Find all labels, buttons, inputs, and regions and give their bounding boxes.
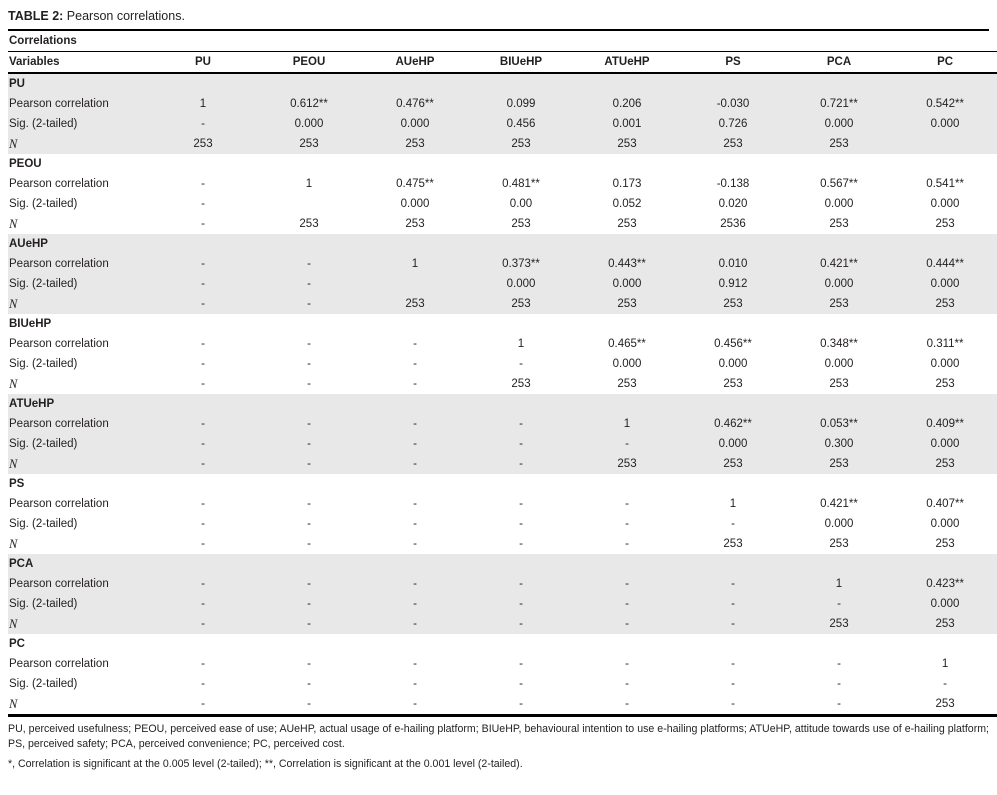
cell-atuehp-n-pc: 253 <box>935 458 955 470</box>
atuehp-n-row-label: N <box>9 456 18 471</box>
cell-pc-sig-ps: - <box>731 678 735 690</box>
cell-auehp-n-pc: 253 <box>935 298 955 310</box>
cell-auehp-sig-biuehp: 0.000 <box>506 278 536 290</box>
cell-pca-n-pu: - <box>201 618 205 630</box>
cell-auehp-pearson-biuehp: 0.373** <box>502 258 540 270</box>
peou-sig-row <box>8 194 997 214</box>
cell-atuehp-pearson-pu: - <box>201 418 205 430</box>
cell-peou-pearson-auehp: 0.475** <box>396 178 434 190</box>
atuehp-pearson-row-label: Pearson correlation <box>9 418 109 430</box>
cell-biuehp-n-auehp: - <box>413 378 417 390</box>
cell-atuehp-n-ps: 253 <box>723 458 743 470</box>
cell-atuehp-sig-biuehp: - <box>519 438 523 450</box>
cell-ps-sig-atuehp: - <box>625 518 629 530</box>
cell-pca-pearson-ps: - <box>731 578 735 590</box>
column-header-variables: Variables <box>8 52 150 74</box>
column-header-row <box>8 52 997 74</box>
column-header-pu: PU <box>150 52 256 74</box>
auehp-n-row <box>8 294 997 314</box>
cell-peou-n-pu: - <box>201 218 205 230</box>
section-name-atuehp: ATUeHP <box>9 398 55 410</box>
cell-pu-pearson-peou: 0.612** <box>290 98 328 110</box>
cell-peou-pearson-ps: -0.138 <box>716 178 750 190</box>
cell-peou-n-auehp: 253 <box>405 218 425 230</box>
cell-atuehp-sig-pc: 0.000 <box>930 438 960 450</box>
cell-atuehp-n-pca: 253 <box>829 458 849 470</box>
pca-sig-row-label: Sig. (2-tailed) <box>9 598 78 610</box>
pu-n-row <box>8 134 997 154</box>
cell-pu-n-atuehp: 253 <box>617 138 637 150</box>
cell-biuehp-n-pu: - <box>201 378 205 390</box>
ps-pearson-row <box>8 494 997 514</box>
table-title <box>8 7 989 31</box>
cell-peou-pearson-atuehp: 0.173 <box>612 178 642 190</box>
cell-pca-pearson-atuehp: - <box>625 578 629 590</box>
cell-ps-pearson-pc: 0.407** <box>926 498 964 510</box>
cell-pca-pearson-biuehp: - <box>519 578 523 590</box>
cell-ps-pearson-auehp: - <box>413 498 417 510</box>
column-header-pc: PC <box>892 52 997 74</box>
auehp-pearson-row <box>8 254 997 274</box>
cell-pca-pearson-peou: - <box>307 578 311 590</box>
cell-auehp-n-pu: - <box>201 298 205 310</box>
cell-auehp-pearson-ps: 0.010 <box>718 258 748 270</box>
auehp-sig-row-label: Sig. (2-tailed) <box>9 278 78 290</box>
cell-pu-pearson-pca: 0.721** <box>820 98 858 110</box>
biuehp-sig-row-label: Sig. (2-tailed) <box>9 358 78 370</box>
pca-sig-row <box>8 594 997 614</box>
table-caption: Pearson correlations. <box>63 9 185 23</box>
cell-ps-sig-biuehp: - <box>519 518 523 530</box>
cell-ps-pearson-ps: 1 <box>729 498 737 510</box>
cell-peou-sig-biuehp: 0.00 <box>509 198 533 210</box>
cell-pu-pearson-pu: 1 <box>199 98 207 110</box>
cell-atuehp-n-pu: - <box>201 458 205 470</box>
cell-biuehp-sig-atuehp: 0.000 <box>612 358 642 370</box>
cell-biuehp-sig-pca: 0.000 <box>824 358 854 370</box>
peou-pearson-row-label: Pearson correlation <box>9 178 109 190</box>
cell-pc-sig-atuehp: - <box>625 678 629 690</box>
column-header-auehp: AUeHP <box>362 52 468 74</box>
cell-ps-n-biuehp: - <box>519 538 523 550</box>
cell-pc-n-pu: - <box>201 698 205 710</box>
cell-pu-sig-ps: 0.726 <box>718 118 748 130</box>
section-header-row-pu <box>8 73 997 94</box>
cell-biuehp-n-pca: 253 <box>829 378 849 390</box>
cell-ps-pearson-pca: 0.421** <box>820 498 858 510</box>
cell-auehp-sig-auehp <box>362 274 468 294</box>
cell-atuehp-n-biuehp: - <box>519 458 523 470</box>
cell-pu-n-auehp: 253 <box>405 138 425 150</box>
peou-n-row-label: N <box>9 216 18 231</box>
cell-pca-n-biuehp: - <box>519 618 523 630</box>
pca-n-row-label: N <box>9 616 18 631</box>
cell-peou-pearson-pc: 0.541** <box>926 178 964 190</box>
cell-peou-sig-ps: 0.020 <box>718 198 748 210</box>
cell-biuehp-pearson-biuehp: 1 <box>517 338 525 350</box>
cell-atuehp-sig-pca: 0.300 <box>824 438 854 450</box>
cell-pc-n-auehp: - <box>413 698 417 710</box>
cell-pca-sig-auehp: - <box>413 598 417 610</box>
cell-pu-sig-pc: 0.000 <box>930 118 960 130</box>
footnote-abbreviations: PU, perceived usefulness; PEOU, perceived ease of use; AUeHP, actual usage of e-hailing platform; BIUeHP, behavioural intention to use e-hailing platforms; ATUeHP, attitude towards use of e-hailing platform; PS, perceived safety; PCA, perceived convenience; PC, perceived cost. <box>8 723 989 751</box>
pc-n-row-label: N <box>9 696 18 711</box>
cell-ps-sig-pc: 0.000 <box>930 518 960 530</box>
cell-pu-sig-atuehp: 0.001 <box>612 118 642 130</box>
cell-pc-n-pc: 253 <box>935 698 955 710</box>
cell-biuehp-n-pc: 253 <box>935 378 955 390</box>
cell-ps-n-peou: - <box>307 538 311 550</box>
cell-peou-n-pca: 253 <box>829 218 849 230</box>
cell-pca-n-pc: 253 <box>935 618 955 630</box>
cell-peou-sig-pc: 0.000 <box>930 198 960 210</box>
ps-sig-row <box>8 514 997 534</box>
cell-atuehp-pearson-auehp: - <box>413 418 417 430</box>
cell-pca-n-ps: - <box>731 618 735 630</box>
cell-peou-n-atuehp: 253 <box>617 218 637 230</box>
pu-pearson-row <box>8 94 997 114</box>
cell-peou-pearson-pca: 0.567** <box>820 178 858 190</box>
cell-atuehp-pearson-peou: - <box>307 418 311 430</box>
auehp-pearson-row-label: Pearson correlation <box>9 258 109 270</box>
biuehp-sig-row <box>8 354 997 374</box>
cell-pca-sig-pu: - <box>201 598 205 610</box>
cell-pu-n-biuehp: 253 <box>511 138 531 150</box>
cell-peou-pearson-biuehp: 0.481** <box>502 178 540 190</box>
cell-peou-n-peou: 253 <box>299 218 319 230</box>
pc-pearson-row-label: Pearson correlation <box>9 658 109 670</box>
peou-n-row <box>8 214 997 234</box>
column-header-peou: PEOU <box>256 52 362 74</box>
cell-pc-n-peou: - <box>307 698 311 710</box>
cell-auehp-sig-atuehp: 0.000 <box>612 278 642 290</box>
cell-pca-n-pca: 253 <box>829 618 849 630</box>
cell-auehp-sig-pu: - <box>201 278 205 290</box>
cell-pc-pearson-auehp: - <box>413 658 417 670</box>
cell-atuehp-n-peou: - <box>307 458 311 470</box>
cell-atuehp-sig-auehp: - <box>413 438 417 450</box>
column-header-ps: PS <box>680 52 786 74</box>
cell-atuehp-sig-atuehp: - <box>625 438 629 450</box>
cell-ps-pearson-atuehp: - <box>625 498 629 510</box>
cell-ps-n-ps: 253 <box>723 538 743 550</box>
section-name-pca: PCA <box>9 558 34 570</box>
cell-auehp-sig-ps: 0.912 <box>718 278 748 290</box>
cell-pc-pearson-atuehp: - <box>625 658 629 670</box>
section-name-pc: PC <box>9 638 25 650</box>
cell-pca-sig-atuehp: - <box>625 598 629 610</box>
cell-pu-pearson-auehp: 0.476** <box>396 98 434 110</box>
peou-sig-row-label: Sig. (2-tailed) <box>9 198 78 210</box>
cell-atuehp-pearson-ps: 0.462** <box>714 418 752 430</box>
cell-pu-n-peou: 253 <box>299 138 319 150</box>
cell-peou-n-ps: 2536 <box>720 218 746 230</box>
section-header-row-pca <box>8 554 997 574</box>
cell-pca-sig-ps: - <box>731 598 735 610</box>
cell-pu-sig-pu: - <box>201 118 205 130</box>
cell-ps-n-pc: 253 <box>935 538 955 550</box>
cell-atuehp-sig-ps: 0.000 <box>718 438 748 450</box>
cell-pca-n-peou: - <box>307 618 311 630</box>
cell-ps-n-atuehp: - <box>625 538 629 550</box>
cell-auehp-pearson-pc: 0.444** <box>926 258 964 270</box>
table-footnotes <box>8 717 989 783</box>
pca-pearson-row <box>8 574 997 594</box>
cell-pu-sig-auehp: 0.000 <box>400 118 430 130</box>
cell-biuehp-n-ps: 253 <box>723 378 743 390</box>
cell-pc-pearson-pu: - <box>201 658 205 670</box>
cell-peou-pearson-pu: - <box>201 178 205 190</box>
correlations-table <box>8 31 997 717</box>
cell-pu-n-ps: 253 <box>723 138 743 150</box>
cell-ps-n-pca: 253 <box>829 538 849 550</box>
cell-peou-sig-pu: - <box>201 198 205 210</box>
cell-pca-n-atuehp: - <box>625 618 629 630</box>
section-name-ps: PS <box>9 478 25 490</box>
cell-pca-sig-biuehp: - <box>519 598 523 610</box>
cell-ps-sig-pu: - <box>201 518 205 530</box>
cell-ps-sig-pca: 0.000 <box>824 518 854 530</box>
cell-pc-pearson-ps: - <box>731 658 735 670</box>
atuehp-sig-row-label: Sig. (2-tailed) <box>9 438 78 450</box>
ps-n-row <box>8 534 997 554</box>
cell-pc-pearson-peou: - <box>307 658 311 670</box>
cell-auehp-n-biuehp: 253 <box>511 298 531 310</box>
table-body <box>8 73 997 716</box>
cell-pc-pearson-pc: 1 <box>941 658 949 670</box>
column-header-atuehp: ATUeHP <box>574 52 680 74</box>
cell-pu-n-pca: 253 <box>829 138 849 150</box>
cell-pu-pearson-biuehp: 0.099 <box>506 98 536 110</box>
cell-pca-sig-pca: - <box>837 598 841 610</box>
cell-auehp-n-atuehp: 253 <box>617 298 637 310</box>
biuehp-n-row <box>8 374 997 394</box>
column-header-biuehp: BIUeHP <box>468 52 574 74</box>
cell-pca-pearson-auehp: - <box>413 578 417 590</box>
ps-pearson-row-label: Pearson correlation <box>9 498 109 510</box>
cell-auehp-sig-pca: 0.000 <box>824 278 854 290</box>
cell-pu-sig-biuehp: 0.456 <box>506 118 536 130</box>
cell-pc-n-ps: - <box>731 698 735 710</box>
cell-atuehp-pearson-atuehp: 1 <box>623 418 631 430</box>
cell-biuehp-sig-pu: - <box>201 358 205 370</box>
section-name-peou: PEOU <box>9 158 42 170</box>
cell-atuehp-n-atuehp: 253 <box>617 458 637 470</box>
cell-pc-sig-pca: - <box>837 678 841 690</box>
cell-pca-sig-pc: 0.000 <box>930 598 960 610</box>
cell-pca-sig-peou: - <box>307 598 311 610</box>
cell-biuehp-sig-pc: 0.000 <box>930 358 960 370</box>
cell-pca-pearson-pc: 0.423** <box>926 578 964 590</box>
table-subheader: Correlations <box>8 31 997 52</box>
cell-auehp-sig-pc: 0.000 <box>930 278 960 290</box>
cell-ps-n-auehp: - <box>413 538 417 550</box>
cell-pca-pearson-pu: - <box>201 578 205 590</box>
pc-sig-row <box>8 674 997 694</box>
section-name-pu: PU <box>9 78 25 90</box>
cell-pu-sig-peou: 0.000 <box>294 118 324 130</box>
pu-sig-row <box>8 114 997 134</box>
cell-peou-sig-atuehp: 0.052 <box>612 198 642 210</box>
cell-peou-n-pc: 253 <box>935 218 955 230</box>
cell-ps-pearson-peou: - <box>307 498 311 510</box>
cell-atuehp-n-auehp: - <box>413 458 417 470</box>
column-header-pca: PCA <box>786 52 892 74</box>
cell-pc-sig-auehp: - <box>413 678 417 690</box>
cell-pc-sig-pc: - <box>943 678 947 690</box>
cell-ps-n-pu: - <box>201 538 205 550</box>
cell-ps-sig-peou: - <box>307 518 311 530</box>
cell-pca-n-auehp: - <box>413 618 417 630</box>
section-name-biuehp: BIUeHP <box>9 318 52 330</box>
section-name-auehp: AUeHP <box>9 238 48 250</box>
cell-auehp-sig-peou: - <box>307 278 311 290</box>
cell-biuehp-pearson-ps: 0.456** <box>714 338 752 350</box>
cell-biuehp-n-peou: - <box>307 378 311 390</box>
cell-peou-sig-auehp: 0.000 <box>400 198 430 210</box>
cell-biuehp-n-atuehp: 253 <box>617 378 637 390</box>
cell-peou-sig-pca: 0.000 <box>824 198 854 210</box>
auehp-n-row-label: N <box>9 296 18 311</box>
pca-pearson-row-label: Pearson correlation <box>9 578 109 590</box>
cell-biuehp-pearson-pc: 0.311** <box>926 338 964 350</box>
cell-pc-n-pca: - <box>837 698 841 710</box>
cell-auehp-n-ps: 253 <box>723 298 743 310</box>
cell-auehp-n-pca: 253 <box>829 298 849 310</box>
cell-pc-pearson-biuehp: - <box>519 658 523 670</box>
cell-biuehp-pearson-pu: - <box>201 338 205 350</box>
cell-pca-pearson-pca: 1 <box>835 578 843 590</box>
table-subheader-row <box>8 31 997 52</box>
biuehp-pearson-row-label: Pearson correlation <box>9 338 109 350</box>
cell-pc-pearson-pca: - <box>837 658 841 670</box>
cell-auehp-pearson-atuehp: 0.443** <box>608 258 646 270</box>
atuehp-n-row <box>8 454 997 474</box>
cell-biuehp-pearson-peou: - <box>307 338 311 350</box>
cell-biuehp-sig-biuehp: - <box>519 358 523 370</box>
section-header-row-pc <box>8 634 997 654</box>
cell-biuehp-sig-ps: 0.000 <box>718 358 748 370</box>
pu-sig-row-label: Sig. (2-tailed) <box>9 118 78 130</box>
cell-pu-pearson-atuehp: 0.206 <box>612 98 642 110</box>
ps-n-row-label: N <box>9 536 18 551</box>
cell-biuehp-sig-peou: - <box>307 358 311 370</box>
cell-atuehp-sig-pu: - <box>201 438 205 450</box>
auehp-sig-row <box>8 274 997 294</box>
cell-atuehp-pearson-pc: 0.409** <box>926 418 964 430</box>
biuehp-pearson-row <box>8 334 997 354</box>
pu-pearson-row-label: Pearson correlation <box>9 98 109 110</box>
cell-pc-sig-biuehp: - <box>519 678 523 690</box>
cell-biuehp-sig-auehp: - <box>413 358 417 370</box>
cell-pc-n-biuehp: - <box>519 698 523 710</box>
cell-pu-n-pc <box>892 134 997 154</box>
cell-ps-pearson-pu: - <box>201 498 205 510</box>
cell-atuehp-pearson-pca: 0.053** <box>820 418 858 430</box>
atuehp-pearson-row <box>8 414 997 434</box>
atuehp-sig-row <box>8 434 997 454</box>
cell-biuehp-pearson-auehp: - <box>413 338 417 350</box>
table-number: TABLE 2: <box>8 9 64 23</box>
ps-sig-row-label: Sig. (2-tailed) <box>9 518 78 530</box>
section-header-row-auehp <box>8 234 997 254</box>
cell-auehp-n-peou: - <box>307 298 311 310</box>
cell-atuehp-sig-peou: - <box>307 438 311 450</box>
cell-auehp-n-auehp: 253 <box>405 298 425 310</box>
section-header-row-atuehp <box>8 394 997 414</box>
cell-pu-pearson-ps: -0.030 <box>716 98 750 110</box>
pu-n-row-label: N <box>9 136 18 151</box>
cell-auehp-pearson-auehp: 1 <box>411 258 419 270</box>
pca-n-row <box>8 614 997 634</box>
cell-ps-pearson-biuehp: - <box>519 498 523 510</box>
cell-biuehp-pearson-pca: 0.348** <box>820 338 858 350</box>
cell-pu-pearson-pc: 0.542** <box>926 98 964 110</box>
cell-pu-n-pu: 253 <box>193 138 213 150</box>
cell-peou-sig-peou <box>256 194 362 214</box>
cell-atuehp-pearson-biuehp: - <box>519 418 523 430</box>
cell-peou-n-biuehp: 253 <box>511 218 531 230</box>
pc-n-row <box>8 694 997 716</box>
section-header-row-ps <box>8 474 997 494</box>
section-header-row-biuehp <box>8 314 997 334</box>
pc-sig-row-label: Sig. (2-tailed) <box>9 678 78 690</box>
cell-pc-sig-peou: - <box>307 678 311 690</box>
cell-pu-sig-pca: 0.000 <box>824 118 854 130</box>
cell-peou-pearson-peou: 1 <box>305 178 313 190</box>
biuehp-n-row-label: N <box>9 376 18 391</box>
footnote-significance: *, Correlation is significant at the 0.005 level (2-tailed); **, Correlation is significant at the 0.001 level (2-tailed). <box>8 758 523 771</box>
cell-biuehp-n-biuehp: 253 <box>511 378 531 390</box>
pc-pearson-row <box>8 654 997 674</box>
peou-pearson-row <box>8 174 997 194</box>
cell-pc-sig-pu: - <box>201 678 205 690</box>
cell-auehp-pearson-peou: - <box>307 258 311 270</box>
cell-ps-sig-auehp: - <box>413 518 417 530</box>
section-header-row-peou <box>8 154 997 174</box>
cell-auehp-pearson-pca: 0.421** <box>820 258 858 270</box>
cell-pc-n-atuehp: - <box>625 698 629 710</box>
cell-biuehp-pearson-atuehp: 0.465** <box>608 338 646 350</box>
cell-ps-sig-ps: - <box>731 518 735 530</box>
cell-auehp-pearson-pu: - <box>201 258 205 270</box>
